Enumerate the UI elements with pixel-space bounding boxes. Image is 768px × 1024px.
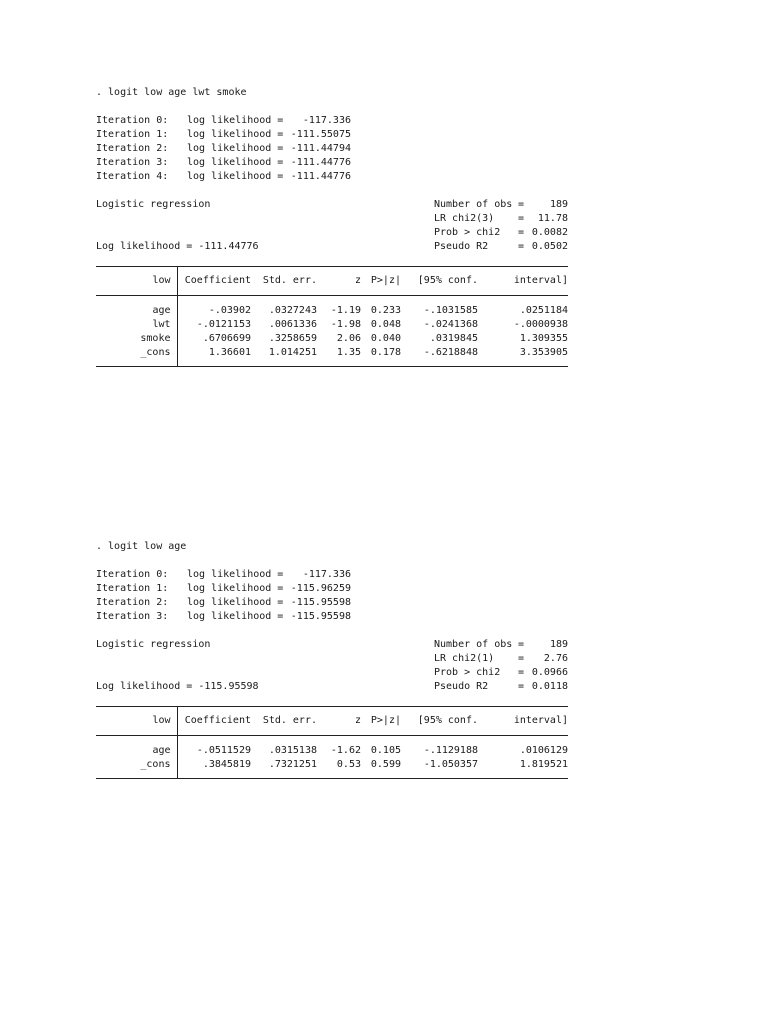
table-row [96,318,568,332]
std-err-cell: 1.014251 [251,346,317,367]
stat-row [434,198,568,212]
stat-equals: = [517,241,525,252]
column-header: interval] [478,267,568,296]
stat-value: 0.0118 [531,681,568,692]
ci-upper-cell: 1.819521 [478,758,568,779]
ci-upper-cell: -.0000938 [513,319,568,330]
stat-equals: = [517,639,525,650]
iteration-text: log likelihood = [187,583,284,594]
iteration-text: log likelihood = [187,611,284,622]
std-err-cell: .0327243 [268,305,317,316]
std-err-cell: .7321251 [251,758,317,779]
stat-value: 189 [549,639,568,650]
stat-label: LR chi2(1) [434,653,495,664]
iteration-row [96,156,568,170]
variable-name: _cons [96,758,177,779]
stat-label: Prob > chi2 [434,227,501,238]
table-row [96,758,568,779]
variable-name: _cons [96,346,177,367]
variable-name: age [96,296,177,319]
stat-label: Number of obs [434,199,513,210]
table-row [96,736,568,759]
iteration-text: log likelihood = [187,569,284,580]
coefficient-cell: .6706699 [202,333,251,344]
coefficient-cell: -.0121153 [196,319,251,330]
column-header: interval] [478,707,568,736]
stat-label: Pseudo R2 [434,681,489,692]
iteration-text: log likelihood = [187,157,284,168]
stat-row [434,638,568,652]
iteration-row [96,610,568,624]
ci-lower-cell: .0319845 [429,333,478,344]
command-line: . logit low age [96,541,187,552]
stat-label: Prob > chi2 [434,667,501,678]
log-likelihood: Log likelihood = -111.44776 [96,241,259,252]
iteration-label: Iteration 2: [96,597,169,608]
model-output-2 [96,540,568,779]
stat-value: 0.0966 [531,667,568,678]
iteration-text: log likelihood = [187,129,284,140]
stat-equals: = [517,213,525,224]
stat-row [434,212,568,226]
coefficient-cell: -.03902 [208,305,251,316]
z-cell: 0.53 [317,758,361,779]
iteration-value: -111.55075 [290,129,351,140]
iteration-row [96,170,568,184]
iteration-value: -115.95598 [290,611,351,622]
table-header-row [96,267,568,296]
variable-name: smoke [96,332,177,346]
command-line: . logit low age lwt smoke [96,87,247,98]
iteration-value: -111.44776 [290,157,351,168]
iteration-value: -111.44776 [290,171,351,182]
column-header: [95% conf. [401,267,478,296]
stat-equals: = [517,681,525,692]
variable-name: age [96,736,177,759]
stat-label: LR chi2(3) [434,213,495,224]
log-likelihood: Log likelihood = -115.95598 [96,681,259,692]
stat-value: 0.0082 [531,227,568,238]
model-header [96,638,568,694]
p-value-cell: 0.233 [370,305,401,316]
iteration-row [96,128,568,142]
column-header: Std. err. [251,267,317,296]
stat-row [434,680,568,694]
iteration-row [96,596,568,610]
iteration-text: log likelihood = [187,115,284,126]
stat-value: 2.76 [543,653,568,664]
model-title: Logistic regression [96,639,211,650]
iteration-text: log likelihood = [187,143,284,154]
ci-upper-cell: .0251184 [519,305,568,316]
stat-row [434,240,568,254]
z-cell: 1.35 [317,346,361,367]
stat-label: Number of obs [434,639,513,650]
std-err-cell: .0315138 [268,745,317,756]
coefficient-cell: .3845819 [177,758,251,779]
stat-value: 189 [549,199,568,210]
p-value-cell: 0.040 [370,333,401,344]
column-header: [95% conf. [401,707,478,736]
iteration-log [96,568,568,624]
p-value-cell: 0.599 [361,758,401,779]
column-header: Coefficient [177,267,251,296]
ci-lower-cell: -.0241368 [423,319,478,330]
ci-lower-cell: -.6218848 [401,346,478,367]
iteration-label: Iteration 1: [96,129,169,140]
table-row [96,346,568,367]
column-header: low [96,707,177,736]
z-cell: -1.19 [330,305,361,316]
column-header: P>|z| [361,707,401,736]
ci-lower-cell: -.1129188 [423,745,478,756]
column-header: Std. err. [251,707,317,736]
stat-equals: = [517,653,525,664]
iteration-value: -117.336 [302,115,351,126]
stat-row [434,226,568,240]
iteration-row [96,114,568,128]
std-err-cell: .0061336 [268,319,317,330]
model-header [96,198,568,254]
stat-row [434,652,568,666]
column-header: z [317,707,361,736]
iteration-text: log likelihood = [187,597,284,608]
stat-value: 11.78 [537,213,568,224]
model-output-1 [96,86,568,367]
iteration-label: Iteration 0: [96,115,169,126]
stat-label: Pseudo R2 [434,241,489,252]
table-header-row [96,707,568,736]
coefficient-table [96,266,568,367]
iteration-row [96,568,568,582]
ci-upper-cell: 1.309355 [519,333,568,344]
ci-lower-cell: -1.050357 [401,758,478,779]
coefficient-table [96,706,568,779]
p-value-cell: 0.178 [361,346,401,367]
iteration-label: Iteration 1: [96,583,169,594]
iteration-row [96,582,568,596]
model-stats [434,198,568,254]
iteration-value: -111.44794 [290,143,351,154]
ci-upper-cell: 3.353905 [478,346,568,367]
coefficient-cell: -.0511529 [196,745,251,756]
model-stats [434,638,568,694]
iteration-label: Iteration 3: [96,157,169,168]
iteration-label: Iteration 3: [96,611,169,622]
variable-name: lwt [96,318,177,332]
iteration-value: -115.96259 [290,583,351,594]
iteration-value: -117.336 [302,569,351,580]
std-err-cell: .3258659 [268,333,317,344]
p-value-cell: 0.105 [370,745,401,756]
z-cell: -1.62 [330,745,361,756]
coefficient-cell: 1.36601 [177,346,251,367]
iteration-label: Iteration 2: [96,143,169,154]
column-header: z [317,267,361,296]
table-row [96,296,568,319]
z-cell: -1.98 [330,319,361,330]
iteration-text: log likelihood = [187,171,284,182]
column-header: Coefficient [177,707,251,736]
stat-equals: = [517,199,525,210]
stat-equals: = [517,667,525,678]
iteration-row [96,142,568,156]
column-header: P>|z| [361,267,401,296]
iteration-label: Iteration 4: [96,171,169,182]
p-value-cell: 0.048 [370,319,401,330]
stat-row [434,666,568,680]
stat-equals: = [517,227,525,238]
stat-value: 0.0502 [531,241,568,252]
iteration-value: -115.95598 [290,597,351,608]
ci-lower-cell: -.1031585 [423,305,478,316]
z-cell: 2.06 [336,333,361,344]
table-row [96,332,568,346]
iteration-label: Iteration 0: [96,569,169,580]
model-title: Logistic regression [96,199,211,210]
ci-upper-cell: .0106129 [519,745,568,756]
iteration-log [96,114,568,184]
column-header: low [96,267,177,296]
